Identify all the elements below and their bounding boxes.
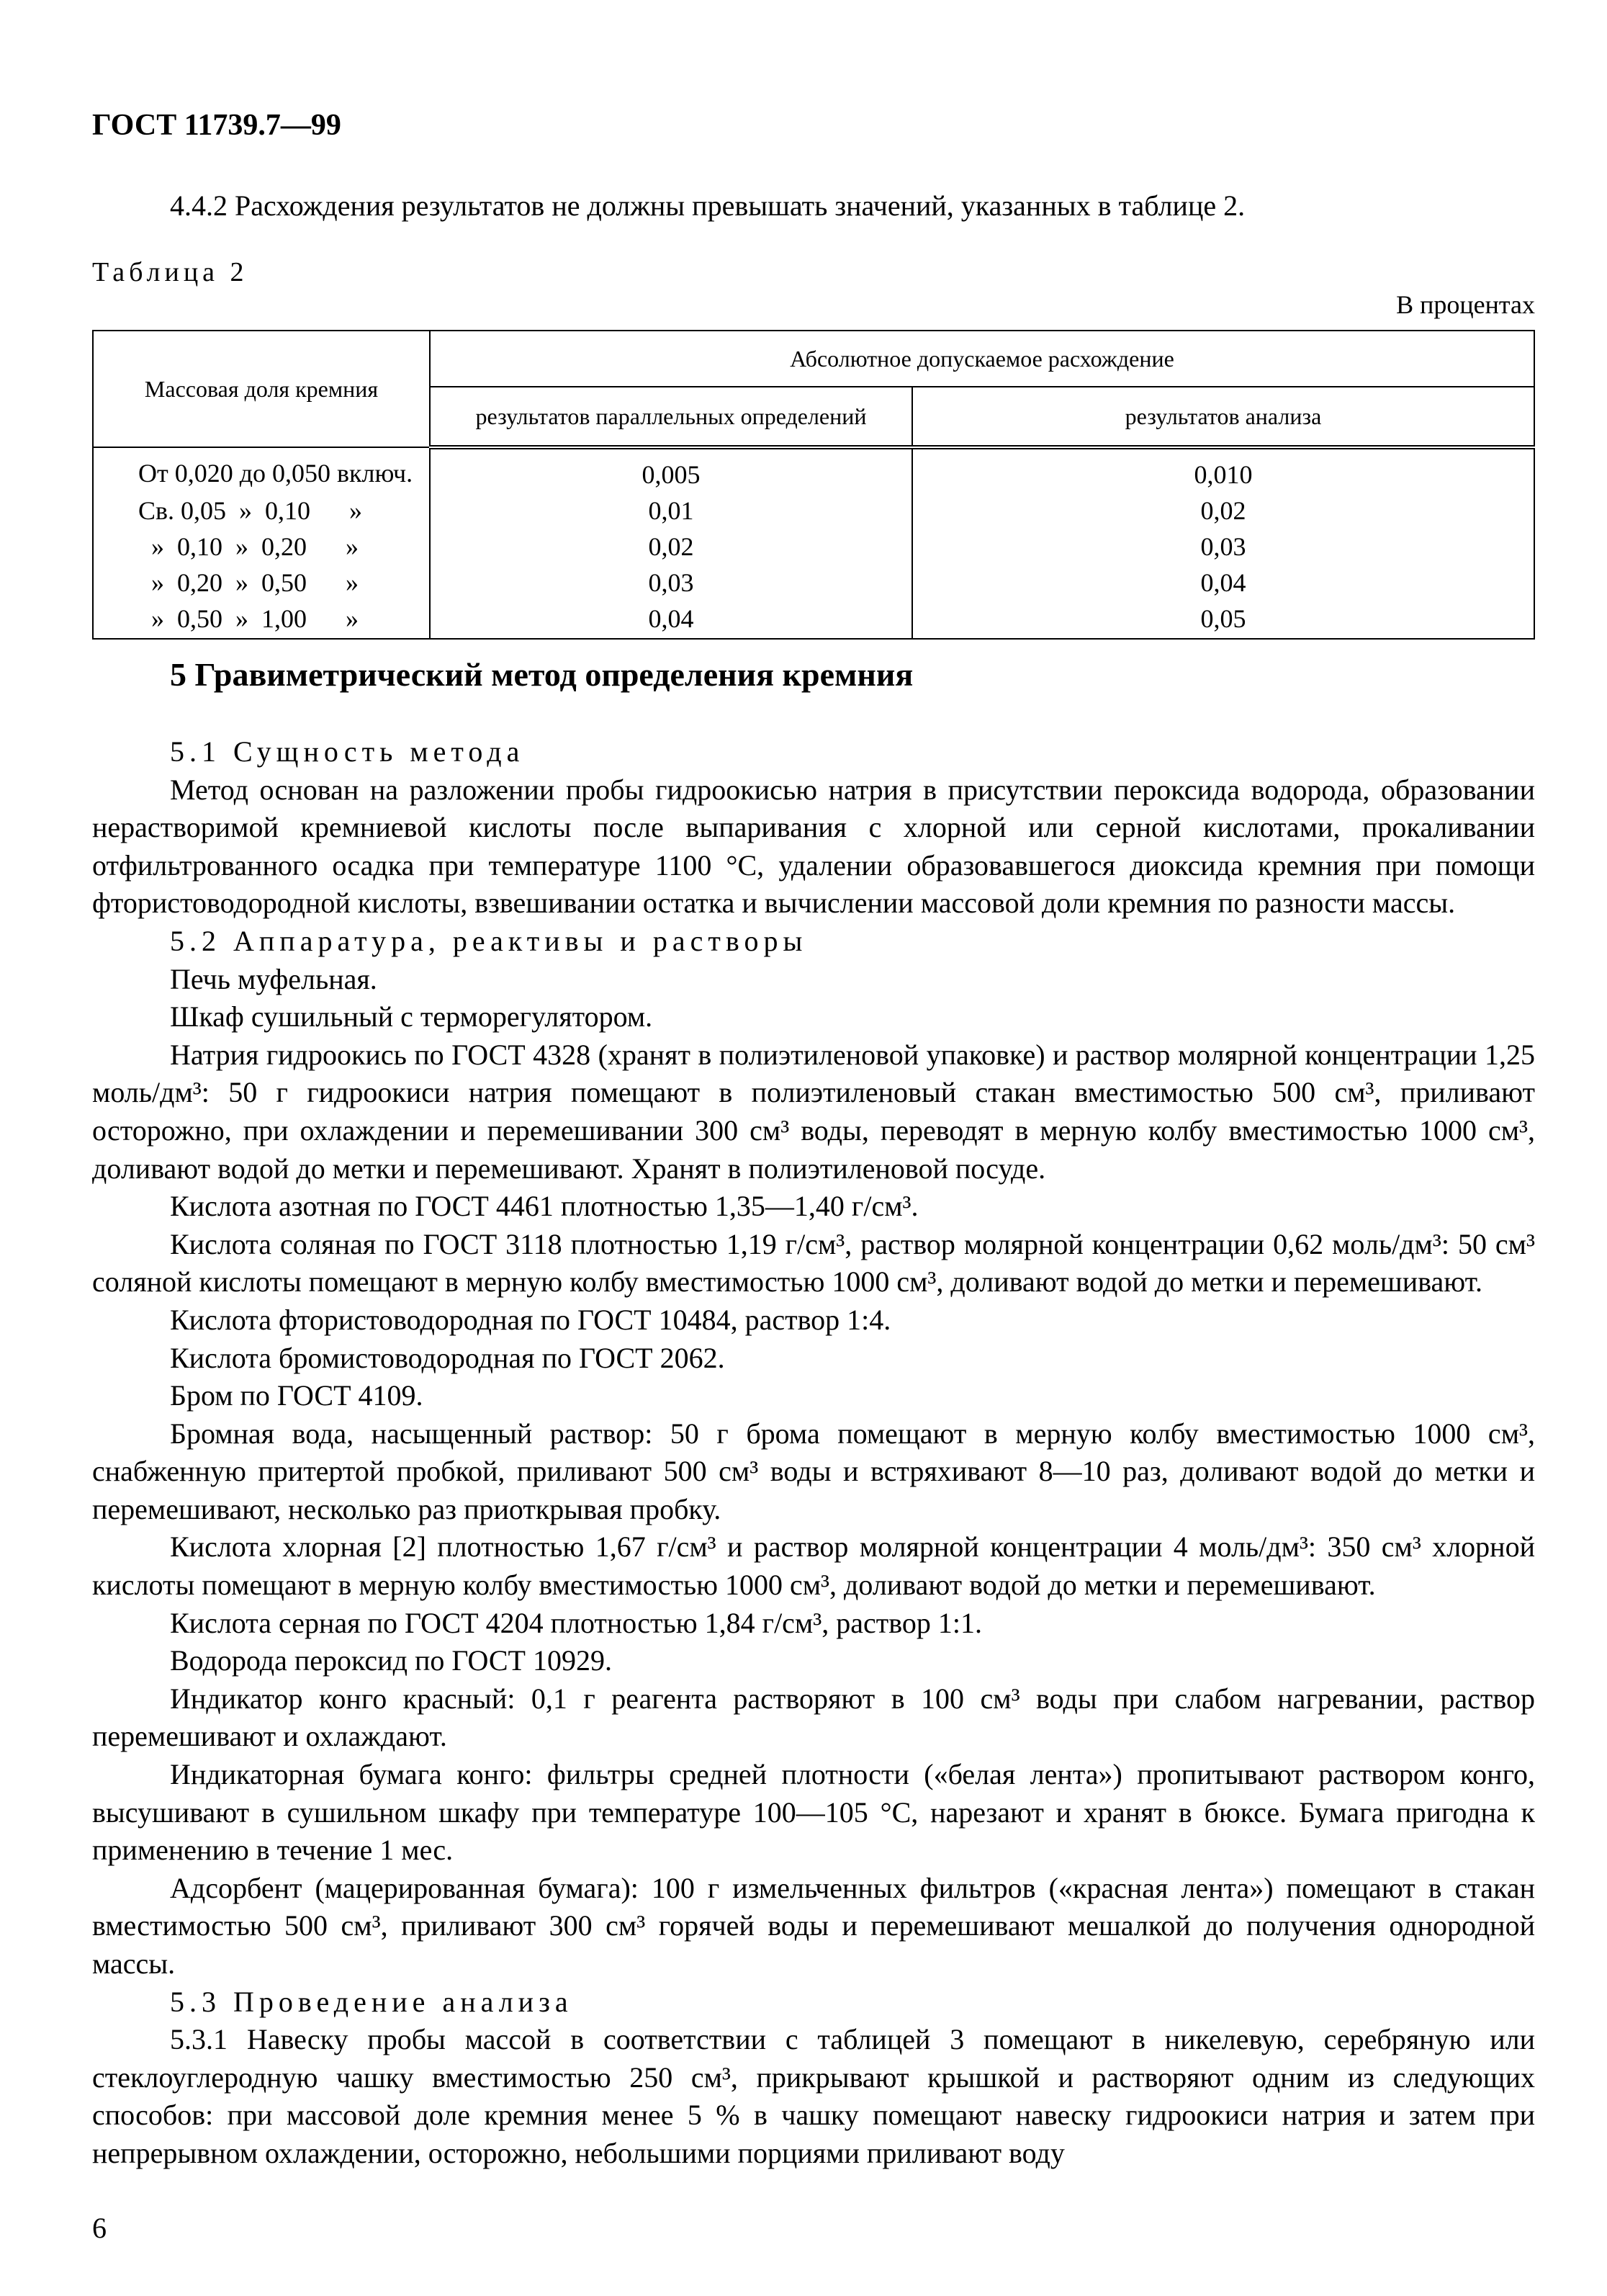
cell-parallel: 0,04 [430,601,912,639]
table-row [93,493,1534,529]
paragraph: Шкаф сушильный с терморегулятором. [170,1000,653,1033]
paragraph: Натрия гидроокись по ГОСТ 4328 (хранят в полиэтиленовой упаковке) и раствор молярной концентрации 1,25 моль/дм³: 50 г гидроокиси натрия помещают в полиэтиленовый стакан вместимостью 500 см³, приливают осторожно, при охлаждении и перемешивании 300 см³ воды, переводят в мерную колбу вместимостью 1000 см³, доливают водой до метки и перемешивают. Хранят в полиэтиленовой посуде. [92,1038,1535,1185]
cell-analysis: 0,02 [912,493,1534,529]
table-row [93,565,1534,601]
header-analysis: результатов анализа [912,387,1534,447]
cell-parallel: 0,03 [430,565,912,601]
paragraph: Кислота фтористоводородная по ГОСТ 10484, раствор 1:4. [170,1303,891,1336]
cell-analysis: 0,05 [912,601,1534,639]
header-absolute-discrepancy: Абсолютное допускаемое расхождение [430,331,1534,387]
paragraph-4-4-2: 4.4.2 Расхождения результатов не должны превышать значений, указанных в таблице 2. [170,189,1246,222]
cell-analysis: 0,010 [912,447,1534,493]
cell-parallel: 0,02 [430,529,912,565]
cell-analysis: 0,03 [912,529,1534,565]
cell-analysis: 0,04 [912,565,1534,601]
paragraph: Водорода пероксид по ГОСТ 10929. [170,1644,612,1677]
paragraph: Кислота бромистоводородная по ГОСТ 2062. [170,1341,725,1374]
page-number: 6 [92,2212,107,2244]
paragraph: Индикатор конго красный: 0,1 г реагента растворяют в 100 см³ воды при слабом нагревании, раствор перемешивают и охлаждают. [92,1682,1535,1753]
paragraph: Метод основан на разложении пробы гидроокисью натрия в присутствии пероксида водорода, образовании нерастворимой кремниевой кислоты после выпаривания с хлорной или серной кислотами, прокаливании отфильтрованного осадка при температуре 1100 °С, удалении образовавшегося диоксида кремния при помощи фтористоводородной кислоты, взвешивании остатка и вычислении массовой доли кремния по разности массы. [92,773,1535,920]
header-parallel: результатов параллельных определений [430,387,912,447]
paragraph: 5.3 Проведение анализа [170,1985,573,2018]
table-units: В процентах [1396,290,1535,319]
paragraph: Кислота хлорная [2] плотностью 1,67 г/см³ и раствор молярной концентрации 4 моль/дм³: 350 см³ хлорной кислоты помещают в мерную колбу вместимостью 1000 см³, доливают водой до метки и перемешивают. [92,1530,1535,1602]
paragraph: Адсорбент (мацерированная бумага): 100 г измельченных фильтров («красная лента») помещают в стакан вместимостью 500 см³, приливают 300 см³ горячей воды и перемешивают мешалкой до получения однородной массы. [92,1871,1535,1980]
paragraph: Кислота соляная по ГОСТ 3118 плотностью 1,19 г/см³, раствор молярной концентрации 0,62 моль/дм³: 50 см³ соляной кислоты помещают в мерную колбу вместимостью 1000 см³, доливают водой до метки и перемешивают. [92,1227,1535,1299]
paragraph: 5.1 Сущность метода [170,735,525,768]
paragraph: Печь муфельная. [170,962,377,995]
paragraph: 5.2 Аппаратура, реактивы и растворы [170,924,808,957]
document-code: ГОСТ 11739.7—99 [92,109,341,142]
paragraph: Кислота серная по ГОСТ 4204 плотностью 1,84 г/см³, раствор 1:1. [170,1606,982,1639]
cell-range: От 0,020 до 0,050 включ. [93,447,430,493]
header-mass-fraction: Массовая доля кремния [93,331,430,447]
paragraph: Индикаторная бумага конго: фильтры средней плотности («белая лента») пропитывают раствором конго, высушивают в сушильном шкафу при температуре 100—105 °С, нарезают и хранят в бюксе. Бумага пригодна к применению в течение 1 мес. [92,1758,1535,1867]
paragraph: Бромная вода, насыщенный раствор: 50 г брома помещают в мерную колбу вместимостью 1000 см³, снабженную притертой пробкой, приливают 500 см³ воды и встряхивают 8—10 раз, доливают водой до метки и перемешивают, несколько раз приоткрывая пробку. [92,1417,1535,1525]
table-row [93,601,1534,639]
table-row [93,447,1534,493]
paragraph: 5.3.1 Навеску пробы массой в соответствии с таблицей 3 помещают в никелевую, серебряную или стеклоуглеродную чашку вместимостью 250 см³, прикрывают крышкой и растворяют одним из следующих способов: при массовой доле кремния менее 5 % в чашку помещают навеску гидроокиси натрия и затем при непрерывном охлаждении, осторожно, небольшими порциями приливают воду [92,2023,1535,2169]
table-title: Таблица 2 [92,257,248,287]
table-2 [92,330,1535,640]
section-heading: 5 Гравиметрический метод определения кремния [170,656,914,693]
cell-parallel: 0,01 [430,493,912,529]
table-row [93,529,1534,565]
paragraph: Кислота азотная по ГОСТ 4461 плотностью 1,35—1,40 г/см³. [170,1190,919,1223]
cell-range: » 0,10 » 0,20 » [93,529,430,565]
cell-range: Св. 0,05 » 0,10 » [93,493,430,529]
cell-range: » 0,20 » 0,50 » [93,565,430,601]
paragraph: Бром по ГОСТ 4109. [170,1379,423,1412]
cell-parallel: 0,005 [430,447,912,493]
cell-range: » 0,50 » 1,00 » [93,601,430,639]
section-body [92,733,1535,2173]
